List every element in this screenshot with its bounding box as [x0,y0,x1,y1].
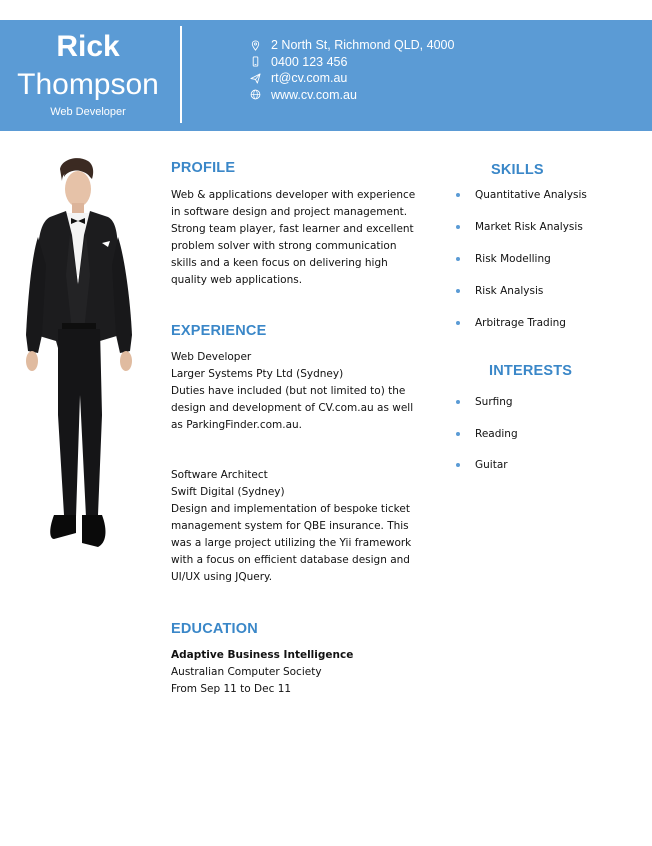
phone-icon [248,55,262,69]
bullet-icon [456,432,460,436]
profile-line: Web & applications developer with experience [171,189,416,201]
profile-line: skills and a keen focus on delivering high [171,257,388,269]
interest-label: Reading [475,428,518,440]
job-description-line: Design and implementation of bespoke ticket [171,503,410,515]
contact-website-text[interactable]: www.cv.com.au [271,87,357,102]
bullet-icon [456,193,460,197]
list-item [455,317,566,329]
profile-photo [20,155,140,555]
bullet-icon [456,463,460,467]
resume-header [0,20,652,131]
name-block [0,20,176,131]
list-item [455,428,518,440]
job-description-line: UI/UX using JQuery. [171,571,273,583]
bullet-icon [456,225,460,229]
profile-heading: PROFILE [171,160,236,176]
profile-line: quality web applications. [171,274,303,286]
job-company-line: Swift Digital (Sydney) [171,486,285,498]
list-item [455,459,508,471]
contact-phone-text: 0400 123 456 [271,54,348,69]
experience-job-2 [171,467,411,586]
list-item [455,285,543,297]
contact-website[interactable] [248,87,454,104]
bullet-icon [456,257,460,261]
experience-heading: EXPERIENCE [171,323,267,339]
job-description-line: was a large project utilizing the Yii framework [171,537,412,549]
contact-phone [248,54,454,71]
profile-line: problem solver with strong communication [171,240,397,252]
skill-label: Market Risk Analysis [475,221,583,233]
interest-label: Guitar [475,459,508,471]
skill-label: Risk Analysis [475,285,544,297]
list-item [455,189,587,201]
list-item [455,253,551,265]
contact-address-text: 2 North St, Richmond QLD, 4000 [271,38,455,53]
location-pin-icon [248,38,262,52]
education-institution: Australian Computer Society [171,666,322,678]
header-divider [180,26,182,123]
skills-heading: SKILLS [491,162,544,178]
experience-job-1 [171,349,413,434]
profile-line: in software design and project management. [171,206,408,218]
job-description-line: design and development of CV.com.au as well [171,402,414,414]
globe-icon [248,88,262,102]
man-in-tuxedo-illustration [20,155,140,555]
education-dates: From Sep 11 to Dec 11 [171,683,292,695]
last-name: Thompson [17,68,159,101]
profile-line: Strong team player, fast learner and excellent [171,223,414,235]
job-title: Web Developer [50,106,126,118]
job-description-line: as ParkingFinder.com.au. [171,419,303,431]
job-title-line: Web Developer [171,351,252,363]
skill-label: Risk Modelling [475,253,551,265]
send-icon [248,71,262,85]
education-entry [171,647,353,698]
interests-heading: INTERESTS [489,363,573,379]
bullet-icon [456,289,460,293]
education-course: Adaptive Business Intelligence [171,649,354,661]
job-description-line: Duties have included (but not limited to) the [171,385,406,397]
contact-list [248,37,454,103]
job-description-line: management system for QBE insurance. This [171,520,409,532]
first-name: Rick [56,30,120,63]
education-heading: EDUCATION [171,621,258,637]
profile-text [171,187,415,289]
list-item [455,221,583,233]
bullet-icon [456,400,460,404]
contact-email-text[interactable]: rt@cv.com.au [271,71,348,86]
job-title-line: Software Architect [171,469,268,481]
bullet-icon [456,321,460,325]
interest-label: Surfing [475,396,513,408]
list-item [455,396,513,408]
skill-label: Arbitrage Trading [475,317,566,329]
contact-email[interactable] [248,70,454,87]
contact-address [248,37,454,54]
job-description-line: with a focus on efficient database design and [171,554,410,566]
skill-label: Quantitative Analysis [475,189,587,201]
job-company-line: Larger Systems Pty Ltd (Sydney) [171,368,344,380]
